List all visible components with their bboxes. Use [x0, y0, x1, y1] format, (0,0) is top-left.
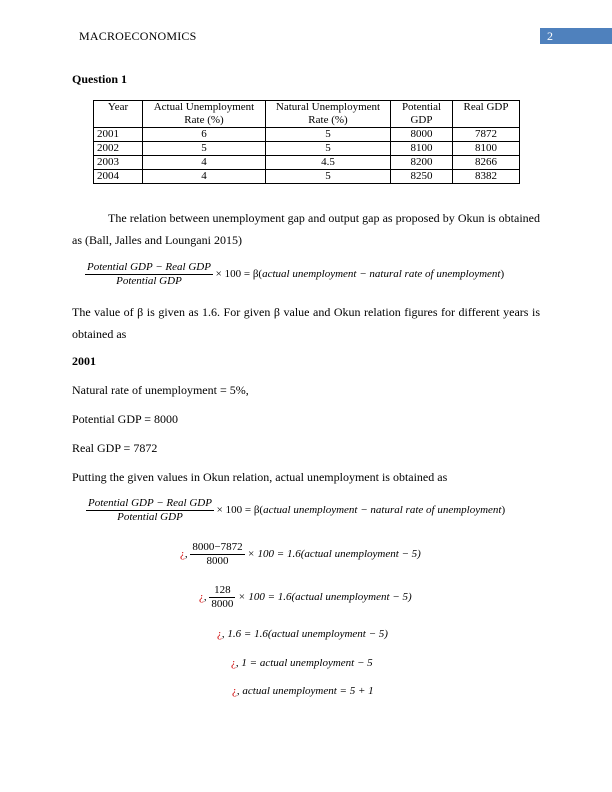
step-marker: ¿: [232, 685, 237, 697]
fraction-numerator: Potential GDP − Real GDP: [88, 497, 212, 509]
given-natural-rate: Natural rate of unemployment = 5%,: [72, 383, 249, 397]
table-row: [94, 156, 520, 170]
table-cell: 8200: [391, 156, 453, 170]
given-potential-gdp: Potential GDP = 8000: [72, 412, 178, 426]
step-3-text: 1.6 = 1.6(actual unemployment − 5): [227, 628, 388, 640]
step-marker: ¿: [217, 628, 222, 640]
step-1: ¿, $\frac{8000-7872}{8000}$ × 100 = 1.6(actual unemployment − 5): [180, 541, 421, 567]
given-real-gdp: Real GDP = 7872: [72, 441, 158, 455]
table-cell: 4: [143, 156, 266, 170]
equation-rhs: actual unemployment − natural rate of unemployment: [263, 504, 502, 517]
fraction-denominator: Potential GDP: [117, 511, 183, 523]
table-row: [94, 170, 520, 184]
beta-paragraph: The value of β is given as 1.6. For given β value and Okun relation figures for different years is obtained as: [72, 305, 540, 341]
step-2: ¿, $\frac{128}{8000}$ × 100 = 1.6(actual unemployment − 5): [199, 584, 412, 610]
table-cell: 8100: [391, 142, 453, 156]
equation-rhs: actual unemployment − natural rate of unemployment: [262, 268, 501, 281]
table-cell: 5: [266, 170, 391, 184]
table-cell: 8266: [453, 156, 520, 170]
year-heading: 2001: [72, 354, 96, 368]
step-marker: ¿: [180, 548, 185, 561]
step-5-text: actual unemployment = 5 + 1: [242, 685, 374, 697]
okun-equation-repeat: [86, 497, 505, 524]
table-cell: 2003: [94, 156, 143, 170]
table-row: [94, 142, 520, 156]
fraction-numerator: 8000−7872: [192, 541, 243, 553]
fraction-numerator: Potential GDP − Real GDP: [87, 261, 211, 273]
okun-equation: [85, 261, 504, 288]
okun-fraction: [86, 497, 214, 524]
putting-values-paragraph: Putting the given values in Okun relation, actual unemployment is obtained as: [72, 470, 448, 484]
equation-close: ): [500, 268, 505, 281]
step-1-fraction: [190, 541, 244, 568]
times-100-beta: × 100 = β(: [216, 504, 264, 517]
fraction-denominator: Potential GDP: [116, 275, 182, 287]
step-3: ¿, 1.6 = 1.6(actual unemployment − 5): [217, 628, 388, 640]
col-header-real-gdp: Real GDP: [453, 101, 520, 128]
step-2-fraction: [209, 584, 235, 611]
table-row: [94, 128, 520, 142]
question-heading: Question 1: [72, 72, 128, 86]
step-marker: ¿: [199, 591, 204, 604]
fraction-numerator: 128: [209, 584, 235, 598]
table-cell: 8100: [453, 142, 520, 156]
table-header-row: [94, 101, 520, 128]
step-4-text: 1 = actual unemployment − 5: [241, 657, 373, 669]
running-header-title: MACROECONOMICS: [79, 29, 197, 43]
table-cell: 8382: [453, 170, 520, 184]
col-header-potential-gdp: Potential GDP: [391, 101, 453, 128]
table-cell: 6: [143, 128, 266, 142]
step-marker: ¿: [231, 657, 236, 669]
table-cell: 4: [143, 170, 266, 184]
table-cell: 2002: [94, 142, 143, 156]
table-cell: 5: [143, 142, 266, 156]
table-cell: 5: [266, 128, 391, 142]
step-4: ¿, 1 = actual unemployment − 5: [231, 657, 373, 669]
col-header-actual-unemployment: Actual Unemployment Rate (%): [143, 101, 266, 128]
fraction-denominator: 8000: [211, 598, 234, 610]
step-1-rest: × 100 = 1.6(actual unemployment − 5): [247, 548, 421, 561]
step-5: ¿, actual unemployment = 5 + 1: [232, 685, 374, 697]
table-cell: 2004: [94, 170, 143, 184]
table-cell: 2001: [94, 128, 143, 142]
page-number-badge: 2: [540, 28, 612, 44]
table-cell: 8000: [391, 128, 453, 142]
table-cell: 7872: [453, 128, 520, 142]
step-2-rest: × 100 = 1.6(actual unemployment − 5): [238, 591, 412, 604]
table-cell: 5: [266, 142, 391, 156]
col-header-natural-unemployment: Natural Unemployment Rate (%): [266, 101, 391, 128]
col-header-year: Year: [94, 101, 143, 128]
okun-fraction: [85, 261, 213, 288]
table-cell: 4.5: [266, 156, 391, 170]
unemployment-gdp-table: [93, 100, 520, 184]
table-cell: 8250: [391, 170, 453, 184]
okun-intro-paragraph: The relation between unemployment gap and output gap as proposed by Okun is obtained as (Ball, Jalles and Loungani 2015): [72, 211, 540, 247]
equation-close: ): [501, 504, 506, 517]
times-100-beta: × 100 = β(: [215, 268, 263, 281]
fraction-denominator: 8000: [206, 555, 229, 567]
